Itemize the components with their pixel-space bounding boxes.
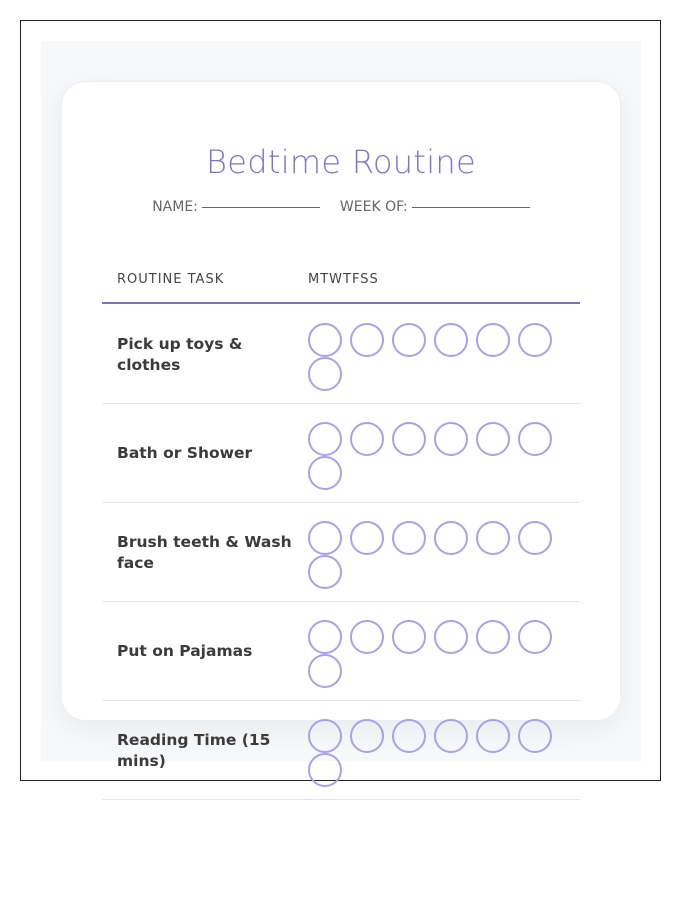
info-fields — [61, 199, 621, 215]
days-column-header: MTWTFSS — [308, 272, 379, 287]
name-label: NAME: — [152, 199, 198, 215]
day-checkbox[interactable] — [518, 521, 552, 555]
table-row — [102, 305, 580, 404]
day-checkbox[interactable] — [434, 422, 468, 456]
day-checkbox[interactable] — [308, 753, 342, 787]
day-checkbox[interactable] — [476, 422, 510, 456]
day-checkbox[interactable] — [476, 620, 510, 654]
task-column-header: ROUTINE TASK — [117, 272, 225, 287]
task-label: Bath or Shower — [117, 444, 253, 462]
day-checkbox[interactable] — [476, 323, 510, 357]
day-checkbox[interactable] — [350, 719, 384, 753]
task-label: Put on Pajamas — [117, 642, 253, 660]
day-checkbox[interactable] — [518, 719, 552, 753]
day-checkbox[interactable] — [308, 456, 342, 490]
day-checkbox[interactable] — [308, 323, 342, 357]
day-checkbox[interactable] — [392, 422, 426, 456]
day-checkbox[interactable] — [434, 719, 468, 753]
table-row — [102, 701, 580, 800]
task-label: Brush teeth & Wash face — [117, 532, 292, 572]
table-row — [102, 404, 580, 503]
name-field[interactable] — [152, 199, 320, 215]
week-line — [412, 207, 530, 208]
table-header — [102, 262, 580, 304]
day-checkbox[interactable] — [350, 521, 384, 555]
day-checkbox[interactable] — [392, 521, 426, 555]
day-checkbox[interactable] — [308, 521, 342, 555]
week-label: WEEK OF: — [339, 199, 408, 215]
table-row — [102, 602, 580, 701]
task-label: Reading Time (15 mins) — [117, 730, 271, 770]
day-checkbox[interactable] — [350, 620, 384, 654]
day-checkbox[interactable] — [350, 323, 384, 357]
day-checkbox[interactable] — [518, 620, 552, 654]
day-checkbox[interactable] — [434, 620, 468, 654]
day-checkbox[interactable] — [392, 719, 426, 753]
table-row — [102, 503, 580, 602]
day-checkbox[interactable] — [518, 323, 552, 357]
day-checkbox[interactable] — [434, 521, 468, 555]
week-field[interactable] — [340, 199, 530, 215]
day-checkbox[interactable] — [350, 422, 384, 456]
task-label: Pick up toys & clothes — [117, 334, 243, 374]
day-checkbox[interactable] — [476, 719, 510, 753]
day-checkbox[interactable] — [392, 323, 426, 357]
day-checkbox[interactable] — [518, 422, 552, 456]
day-checkbox[interactable] — [392, 620, 426, 654]
day-checkbox[interactable] — [308, 422, 342, 456]
day-checkbox[interactable] — [308, 357, 342, 391]
day-checkbox[interactable] — [476, 521, 510, 555]
name-line — [202, 207, 320, 208]
day-checkbox[interactable] — [308, 555, 342, 589]
day-checkbox[interactable] — [434, 323, 468, 357]
day-checkbox[interactable] — [308, 620, 342, 654]
day-checkbox[interactable] — [308, 719, 342, 753]
page-title: Bedtime Routine — [206, 143, 476, 181]
day-checkbox[interactable] — [308, 654, 342, 688]
